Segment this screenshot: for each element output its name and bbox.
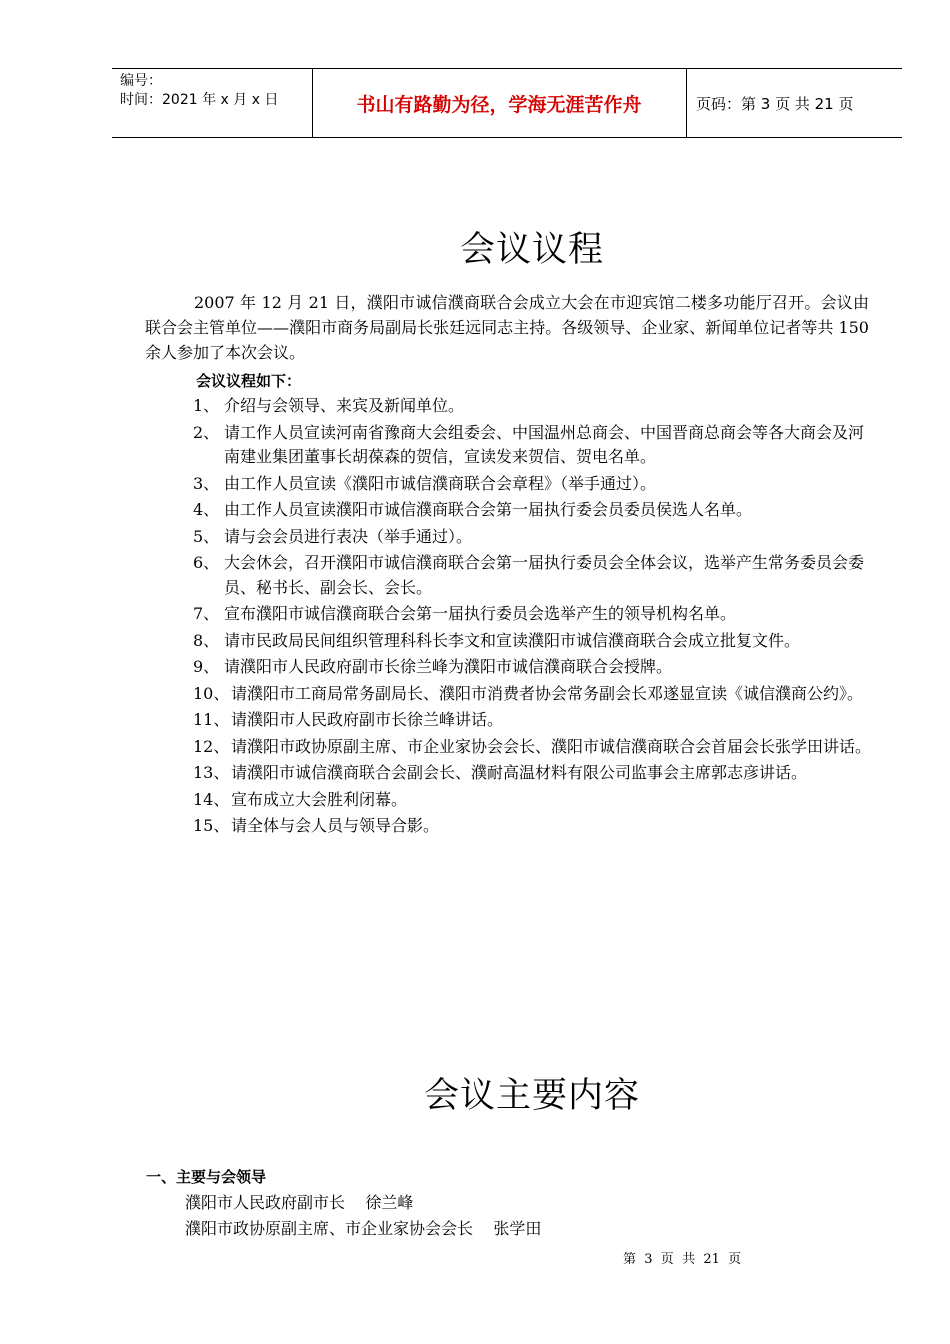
agenda-item: 11、 请濮阳市人民政府副市长徐兰峰讲话。: [193, 708, 873, 733]
agenda-item: 1、 介绍与会领导、来宾及新闻单位。: [193, 394, 873, 419]
agenda-item-text: 请濮阳市诚信濮商联合会副会长、濮耐高温材料有限公司监事会主席郭志彦讲话。: [231, 763, 808, 782]
agenda-item: 4、 由工作人员宣读濮阳市诚信濮商联合会第一届执行委会员委员侯选人名单。: [193, 498, 873, 523]
agenda-item: 14、 宣布成立大会胜利闭幕。: [193, 788, 873, 813]
agenda-item-text: 宣布成立大会胜利闭幕。: [231, 789, 408, 809]
agenda-intro: 2007 年 12 月 21 日，濮阳市诚信濮商联合会成立大会在市迎宾馆二楼多功能厅召开。会议由联合会主管单位——濮阳市商务局副局长张廷远同志主持。各级领导、企业家、新闻单位记者等共 150 余人参加了本次会议。: [145, 293, 869, 362]
agenda-title: 会议议程: [459, 230, 604, 270]
agenda-item-text: 请与会会员进行表决（举手通过）。: [224, 526, 473, 546]
agenda-item-text: 请濮阳市人民政府副市长徐兰峰讲话。: [231, 710, 504, 729]
leader-line: 濮阳市人民政府副市长 徐兰峰: [185, 1193, 414, 1212]
agenda-item-text: 大会休会，召开濮阳市诚信濮商联合会第一届执行委员会全体会议，选举产生常务委员会委员、秘书长、副会长、会长。: [224, 553, 865, 597]
leader-line: 濮阳市政协原副主席、市企业家协会会长 张学田: [185, 1219, 542, 1238]
agenda-item-text: 请市民政局民间组织管理科科长李文和宣读濮阳市诚信濮商联合会成立批复文件。: [224, 630, 801, 650]
agenda-item: 12、 请濮阳市政协原副主席、市企业家协会会长、濮阳市诚信濮商联合会首届会长张学田讲话。: [193, 735, 873, 760]
agenda-item: 9、 请濮阳市人民政府副市长徐兰峰为濮阳市诚信濮商联合会授牌。: [193, 655, 873, 680]
agenda-item-text: 由工作人员宣读《濮阳市诚信濮商联合会章程》（举手通过）。: [224, 473, 657, 493]
content-title: 会议主要内容: [423, 1076, 640, 1116]
agenda-list-heading: 会议议程如下：: [196, 372, 302, 390]
header-motto: 书山有路勤为径，学海无涯苦作舟: [312, 69, 687, 137]
agenda-item: 8、 请市民政局民间组织管理科科长李文和宣读濮阳市诚信濮商联合会成立批复文件。: [193, 629, 873, 654]
agenda-item: 13、 请濮阳市诚信濮商联合会副会长、濮耐高温材料有限公司监事会主席郭志彦讲话。: [193, 761, 873, 786]
agenda-item: 7、 宣布濮阳市诚信濮商联合会第一届执行委员会选举产生的领导机构名单。: [193, 602, 873, 627]
page-label-text: 页码：第 3 页 共 21 页: [696, 94, 854, 113]
agenda-item-text: 由工作人员宣读濮阳市诚信濮商联合会第一届执行委会员委员侯选人名单。: [224, 500, 753, 519]
agenda-item-text: 请工作人员宣读河南省豫商大会组委会、中国温州总商会、中国晋商总商会等各大商会及河南建业集团董事长胡葆森的贺信，宣读发来贺信、贺电名单。: [224, 422, 865, 466]
header-meta: [112, 69, 313, 137]
agenda-item-text: 请濮阳市人民政府副市长徐兰峰为濮阳市诚信濮商联合会授牌。: [224, 657, 673, 676]
header-page-label: [696, 69, 902, 137]
agenda-item: 10、 请濮阳市工商局常务副局长、濮阳市消费者协会常务副会长邓遂显宣读《诚信濮商公约》。: [193, 682, 873, 707]
agenda-item: 2、 请工作人员宣读河南省豫商大会组委会、中国温州总商会、中国晋商总商会等各大商会及河南建业集团董事长胡葆森的贺信，宣读发来贺信、贺电名单。: [193, 421, 873, 470]
page-header: [112, 68, 902, 138]
agenda-item-text: 宣布濮阳市诚信濮商联合会第一届执行委员会选举产生的领导机构名单。: [224, 604, 737, 623]
agenda-item-text: 请濮阳市政协原副主席、市企业家协会会长、濮阳市诚信濮商联合会首届会长张学田讲话。: [231, 736, 872, 756]
agenda-item: 6、 大会休会，召开濮阳市诚信濮商联合会第一届执行委员会全体会议，选举产生常务委员会委员、秘书长、副会长、会长。: [193, 551, 873, 600]
agenda-list: [193, 394, 873, 841]
agenda-item-text: 介绍与会领导、来宾及新闻单位。: [224, 396, 465, 415]
agenda-item-text: 请全体与会人员与领导合影。: [231, 816, 440, 835]
time-label: 时间：2021 年 x 月 x 日: [120, 92, 279, 108]
section-heading: 一、主要与会领导: [146, 1168, 267, 1186]
number-label: 编号：: [120, 73, 162, 89]
agenda-item: 3、 由工作人员宣读《濮阳市诚信濮商联合会章程》（举手通过）。: [193, 472, 873, 497]
agenda-item-text: 请濮阳市工商局常务副局长、濮阳市消费者协会常务副会长邓遂显宣读《诚信濮商公约》。: [231, 683, 864, 703]
agenda-item: 15、 请全体与会人员与领导合影。: [193, 814, 873, 839]
agenda-item: 5、 请与会会员进行表决（举手通过）。: [193, 525, 873, 550]
page-footer: 第 3 页 共 21 页: [623, 1252, 742, 1267]
